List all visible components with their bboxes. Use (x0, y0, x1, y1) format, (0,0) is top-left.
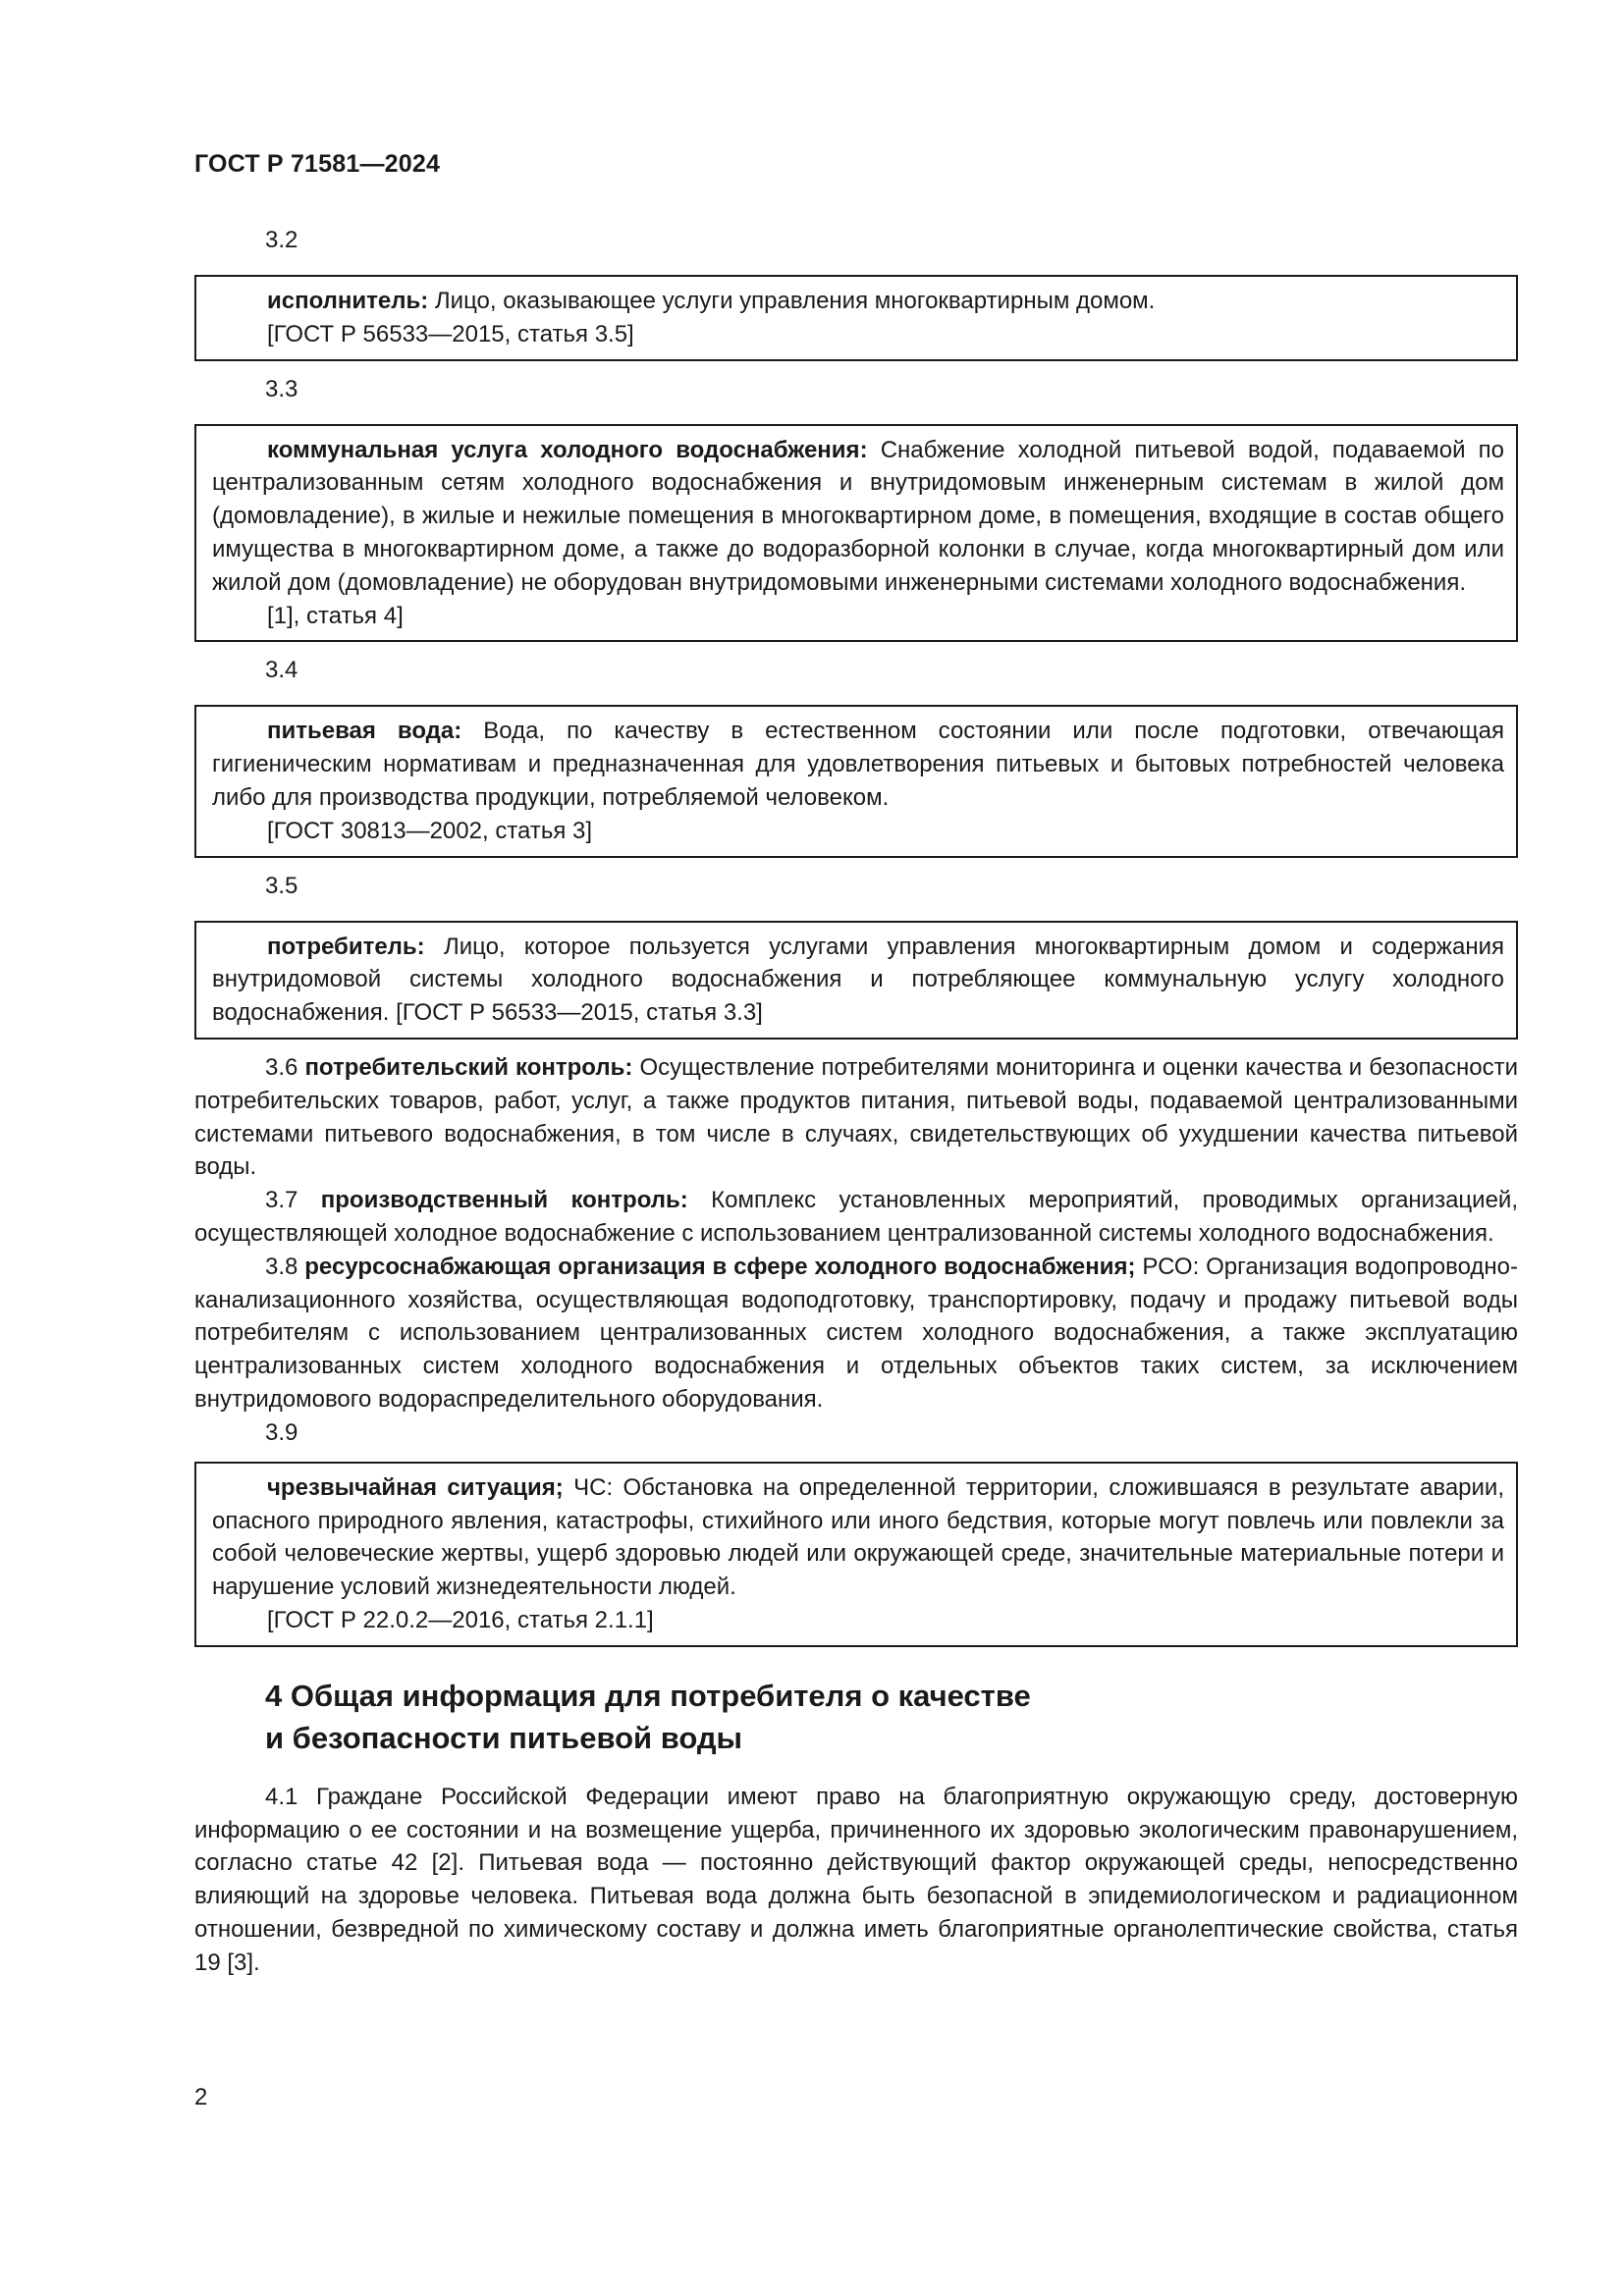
term-number: 3.4 (265, 657, 298, 684)
term-definition (212, 715, 1504, 814)
term-number: 3.5 (265, 872, 298, 899)
term-text: РСО: Организация водопроводно-канализационного хозяйства, осуществляющая водоподготовку, транспортировку, подачу и продажу питьевой воды потребителям с использованием централизованных систем холодного водоснабжения, а также эксплуатацию централизованных систем холодного водоснабжения и отдельных объектов таких систем, за исключением внутридомового водораспределительного оборудования. (194, 1253, 1518, 1413)
term-number: 3.3 (265, 375, 298, 402)
section-paragraph: 4.1 Граждане Российской Федерации имеют право на благоприятную окружающую среду, достоверную информацию о ее состоянии и на возмещение ущерба, причиненного их здоровью экологическим правонарушением, согласно статье 42 [2]. Питьевая вода — постоянно действующий фактор окружающей среды, непосредственно влияющий на здоровье человека. Питьевая вода должна быть безопасной в эпидемиологическом и радиационном отношении, безвредной по химическому составу и должна иметь благоприятные органолептические свойства, статья 19 [3]. (194, 1783, 1518, 1976)
term-name: потребительский контроль: (304, 1053, 633, 1081)
term-source: [ГОСТ 30813—2002, статья 3] (267, 817, 593, 844)
term-definition (212, 434, 1504, 600)
term-name: чрезвычайная ситуация; (267, 1473, 564, 1501)
term-definition (212, 285, 1504, 318)
term-name: коммунальная услуга холодного водоснабжения: (267, 436, 868, 463)
section-title (194, 1675, 1518, 1759)
document-id-header: ГОСТ Р 71581—2024 (194, 150, 441, 178)
term-box (194, 921, 1518, 1040)
term-source: [ГОСТ Р 56533—2015, статья 3.5] (267, 320, 634, 347)
term-number: 3.2 (265, 227, 298, 253)
term-name: ресурсоснабжающая организация в сфере холодного водоснабжения; (304, 1253, 1136, 1280)
term-text: Комплекс установленных мероприятий, проводимых организацией, осуществляющей холодное водоснабжение с использованием централизованной системы холодного водоснабжения. (194, 1187, 1519, 1247)
term-number: 3.7 (265, 1187, 298, 1214)
page-number: 2 (194, 2084, 208, 2110)
term-name: потребитель: (267, 933, 425, 960)
section-title-line: и безопасности питьевой воды (265, 1720, 743, 1755)
term-box (194, 424, 1518, 643)
section-title-line: 4 Общая информация для потребителя о качестве (265, 1678, 1031, 1713)
term-definition (212, 931, 1504, 1030)
term-definition (194, 1251, 1518, 1416)
term-box (194, 705, 1518, 857)
term-definition (194, 1184, 1518, 1251)
term-box (194, 275, 1518, 361)
term-source: [ГОСТ Р 22.0.2—2016, статья 2.1.1] (267, 1606, 654, 1633)
term-number: 3.6 (265, 1053, 298, 1081)
term-text: ЧС: Обстановка на определенной территории, сложившаяся в результате аварии, опасного природного явления, катастрофы, стихийного или иного бедствия, которые могут повлечь или повлекли за собой человеческие жертвы, ущерб здоровью людей или окружающей среде, значительные материальные потери и нарушение условий жизнедеятельности людей. (212, 1473, 1505, 1601)
term-source: [1], статья 4] (267, 602, 404, 629)
term-text: Снабжение холодной питьевой водой, подаваемой по централизованным сетям холодного водоснабжения и внутридомовым инженерным системам в жилой дом (домовладение), в жилые и нежилые помещения в многоквартирном доме, в помещения, входящие в состав общего имущества в многоквартирном доме, а также до водоразборной колонки в случае, когда многоквартирный дом или жилой дом (домовладение) не оборудован внутридомовыми инженерными системами холодного водоснабжения. (212, 436, 1504, 596)
term-number: 3.8 (265, 1253, 298, 1280)
term-text: Вода, по качеству в естественном состоянии или после подготовки, отвечающая гигиеническим нормативам и предназначенная для удовлетворения питьевых и бытовых потребностей человека либо для производства продукции, потребляемой человеком. (212, 718, 1504, 811)
term-definition (194, 1051, 1518, 1184)
term-definition (212, 1471, 1504, 1604)
term-text: Лицо, оказывающее услуги управления многоквартирным домом. (434, 288, 1156, 314)
term-name: исполнитель: (267, 288, 429, 314)
page-content (194, 224, 1518, 1979)
term-number: 3.9 (265, 1418, 298, 1446)
term-text: Осуществление потребителями мониторинга и оценки качества и безопасности потребительских товаров, работ, услуг, а также продуктов питания, питьевой воды, подаваемой централизованными системами питьевого водоснабжения, в том числе в случаях, свидетельствующих об ухудшении качества питьевой воды. (194, 1053, 1518, 1181)
term-name: питьевая вода: (267, 718, 462, 745)
term-name: производственный контроль: (320, 1187, 688, 1214)
term-text: Лицо, которое пользуется услугами управления многоквартирным домом и содержания внутридомовой системы холодного водоснабжения и потребляющее коммунальную услугу холодного водоснабжения. [ГОСТ Р 56533—2015, статья 3.3] (212, 933, 1504, 1027)
term-box (194, 1462, 1518, 1647)
